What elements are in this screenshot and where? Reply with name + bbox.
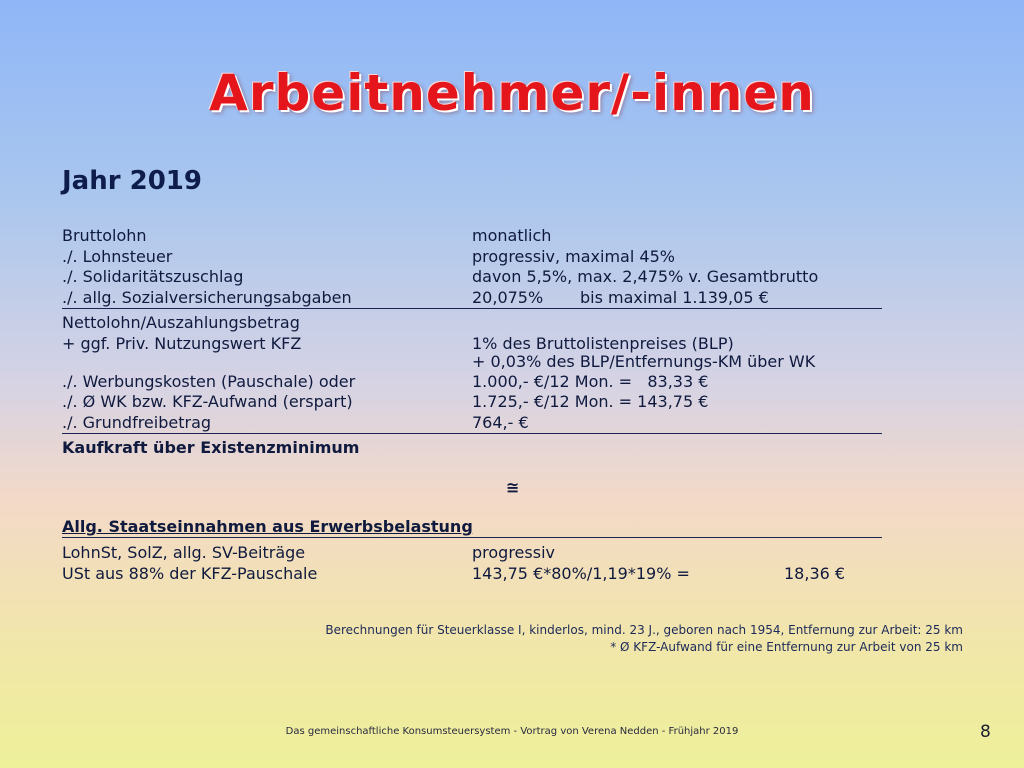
table-row [62, 226, 882, 247]
page-number: 8 [980, 722, 991, 742]
row-label: ./. Grundfreibetrag [62, 412, 212, 432]
footnote: Berechnungen für Steuerklasse I, kinderlos, mind. 23 J., geboren nach 1954, Entfernung zur Arbeit: 25 km [325, 623, 963, 637]
slide-footer [0, 726, 1024, 737]
table-row [62, 372, 882, 393]
row-label: LohnSt, SolZ, allg. SV-Beiträge [62, 543, 306, 562]
table-row [62, 288, 882, 310]
approx-symbol: ≅ [506, 478, 520, 497]
table-row [62, 564, 882, 585]
year-heading: Jahr 2019 [62, 166, 202, 196]
table-row [62, 247, 882, 268]
table-row [62, 267, 882, 288]
row-value-line2: + 0,03% des BLP/Entfernungs-KM über WK [472, 351, 816, 371]
row-value: 143,75 €*80%/1,19*19% = [472, 563, 690, 583]
row-value-secondary: bis maximal 1.139,05 € [580, 287, 769, 307]
row-value: 20,075% [472, 287, 544, 307]
row-label: + ggf. Priv. Nutzungswert KFZ [62, 333, 302, 353]
slide-title: Arbeitnehmer/-innen [209, 64, 815, 122]
row-value: davon 5,5%, max. 2,475% v. Gesamtbrutto [472, 267, 819, 286]
row-value: monatlich [472, 226, 552, 245]
table-row [62, 438, 882, 459]
row-value: 1.000,- €/12 Mon. = 83,33 € [472, 371, 709, 391]
row-value: progressiv [472, 543, 555, 562]
table-row [62, 543, 882, 564]
row-label: ./. Ø WK bzw. KFZ-Aufwand (erspart) [62, 392, 353, 411]
row-label: USt aus 88% der KFZ-Pauschale [62, 563, 318, 583]
row-label: Kaufkraft über Existenzminimum [62, 438, 360, 457]
row-value-line1: 1% des Bruttolistenpreises (BLP) [472, 333, 734, 353]
calculation-table [62, 226, 882, 459]
row-label: ./. Solidaritätszuschlag [62, 267, 244, 286]
footnote: * Ø KFZ-Aufwand für eine Entfernung zur Arbeit von 25 km [610, 640, 963, 654]
table-row [62, 413, 882, 435]
summary-table [62, 543, 882, 584]
row-value [472, 334, 815, 370]
row-value: progressiv, maximal 45% [472, 246, 675, 266]
row-value: 1.725,- €/12 Mon. = 143,75 € [472, 392, 709, 411]
footer-text: Das gemeinschaftliche Konsumsteuersystem - Vortrag von Verena Nedden - Frühjahr 2019 [285, 726, 739, 737]
table-row [62, 313, 882, 334]
table-row [62, 334, 882, 372]
row-result: 18,36 € [784, 563, 846, 583]
row-label: Bruttolohn [62, 226, 147, 245]
row-label: ./. Werbungskosten (Pauschale) oder [62, 371, 356, 391]
row-label: ./. allg. Sozialversicherungsabgaben [62, 287, 352, 307]
row-value: 764,- € [472, 412, 529, 432]
row-label: Nettolohn/Auszahlungsbetrag [62, 313, 300, 332]
summary-heading-text: Allg. Staatseinnahmen aus Erwerbsbelastung [62, 517, 473, 536]
footnotes [325, 622, 963, 656]
table-row [62, 392, 882, 413]
summary-heading [62, 517, 882, 538]
row-label: ./. Lohnsteuer [62, 246, 173, 266]
